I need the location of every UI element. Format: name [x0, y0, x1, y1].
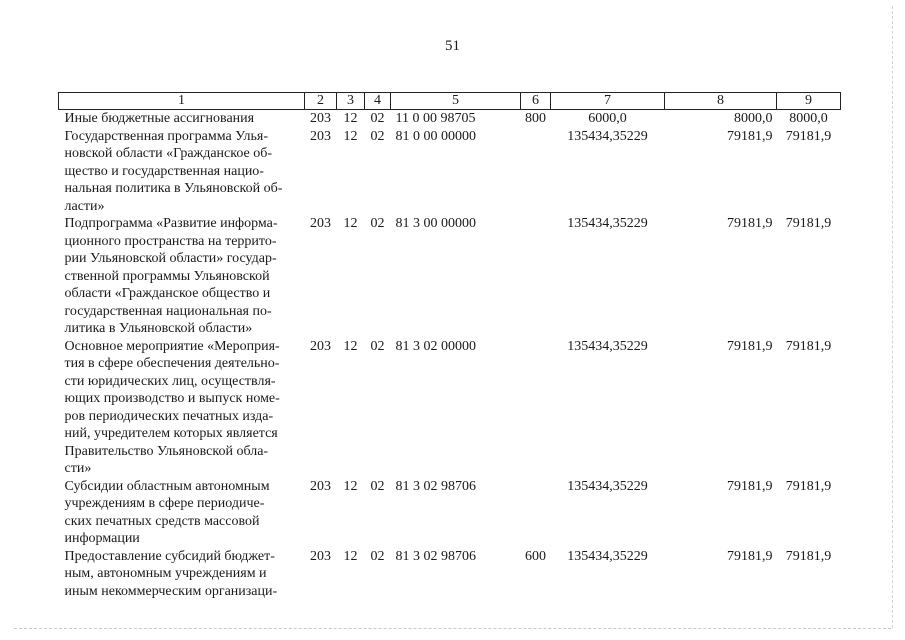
column-header: 8	[665, 93, 777, 110]
table-body	[59, 93, 841, 601]
table-row	[59, 215, 841, 338]
column-header: 5	[391, 93, 521, 110]
row-name-cell: Основное мероприятие «Мероприя- тия в сфере обеспечения деятельно- сти юридических лиц, осуществля- ющих производство и выпуск номе- ров периодических печатных изда- ний, учредителем которых является Правительство Ульяновской обла- сти»	[64, 338, 280, 476]
budget-table	[58, 92, 841, 600]
amount-cell: 8000,0	[789, 111, 828, 126]
code-cell: 12	[343, 338, 358, 354]
amount-cell: 79181,9	[727, 548, 773, 564]
amount-cell: 79181,9	[785, 216, 832, 231]
code-cell: 12	[343, 216, 358, 231]
code-cell: 02	[370, 128, 385, 144]
amount-cell: 79181,9	[785, 128, 832, 144]
scan-bottom-line	[14, 628, 891, 629]
code-cell: 203	[310, 338, 331, 354]
classification-code-cell: 81 3 00 00000	[395, 216, 476, 231]
code-cell: 203	[310, 548, 331, 564]
amount-cell: 135434,35229	[567, 128, 648, 144]
code-cell: 02	[370, 111, 385, 126]
amount-cell: 79181,9	[785, 478, 832, 494]
column-header: 7	[551, 93, 665, 110]
expense-type-cell	[521, 128, 551, 216]
classification-code-cell: 81 3 02 98706	[395, 548, 476, 564]
column-header: 4	[365, 93, 391, 110]
code-cell: 12	[343, 548, 358, 564]
column-header: 9	[777, 93, 841, 110]
table-header-row	[59, 93, 841, 110]
code-cell: 02	[370, 216, 385, 231]
column-header: 1	[59, 93, 305, 110]
classification-code-cell: 81 3 02 98706	[395, 478, 476, 494]
column-header: 2	[305, 93, 337, 110]
row-name-cell: Предоставление субсидий бюджет- ным, автономным учреждениям и иным некоммерческим организаци-	[64, 548, 278, 599]
amount-cell: 8000,0	[734, 111, 773, 126]
code-cell: 02	[370, 548, 385, 564]
expense-type-cell: 800	[525, 111, 546, 126]
table-row	[59, 110, 841, 128]
amount-cell: 6000,0	[588, 111, 627, 126]
amount-cell: 79181,9	[785, 548, 832, 564]
scan-edge-line	[892, 6, 893, 628]
code-cell: 12	[343, 478, 358, 494]
amount-cell: 135434,35229	[567, 548, 648, 564]
code-cell: 12	[343, 111, 358, 126]
classification-code-cell: 11 0 00 98705	[395, 111, 476, 126]
code-cell: 203	[310, 128, 331, 144]
code-cell: 02	[370, 338, 385, 354]
column-header: 6	[521, 93, 551, 110]
code-cell: 02	[370, 478, 385, 494]
code-cell: 203	[310, 216, 331, 231]
table-row	[59, 338, 841, 478]
expense-type-cell	[521, 215, 551, 338]
amount-cell: 79181,9	[727, 478, 773, 494]
classification-code-cell: 81 0 00 00000	[395, 128, 476, 144]
table-row	[59, 478, 841, 548]
expense-type-cell	[521, 478, 551, 548]
amount-cell: 135434,35229	[567, 478, 648, 494]
expense-type-cell: 600	[525, 548, 546, 564]
table-row	[59, 128, 841, 216]
row-name-cell: Субсидии областным автономным учреждениям в сфере периодиче- ских печатных средств массовой информации	[64, 478, 270, 546]
code-cell: 203	[310, 111, 331, 126]
amount-cell: 79181,9	[727, 338, 773, 354]
row-name-cell: Подпрограмма «Развитие информа- ционного пространства на террито- рии Ульяновской области» государ- ственной программы Ульяновской области «Гражданское общество и государственная национальная по- литика в Ульяновской области»	[64, 216, 278, 336]
expense-type-cell	[521, 338, 551, 478]
table-row	[59, 548, 841, 601]
amount-cell: 79181,9	[785, 338, 832, 354]
amount-cell: 79181,9	[727, 128, 773, 144]
row-name-cell: Государственная программа Улья- новской области «Гражданское об- щество и государственная нацио- нальная политика в Ульяновской об- ласти»	[64, 128, 283, 214]
code-cell: 12	[343, 128, 358, 144]
classification-code-cell: 81 3 02 00000	[395, 338, 476, 354]
code-cell: 203	[310, 478, 331, 494]
amount-cell: 135434,35229	[567, 338, 648, 354]
row-name-cell: Иные бюджетные ассигнования	[64, 111, 255, 126]
amount-cell: 135434,35229	[567, 216, 648, 231]
column-header: 3	[337, 93, 365, 110]
page-number: 51	[445, 38, 460, 54]
amount-cell: 79181,9	[727, 216, 773, 231]
